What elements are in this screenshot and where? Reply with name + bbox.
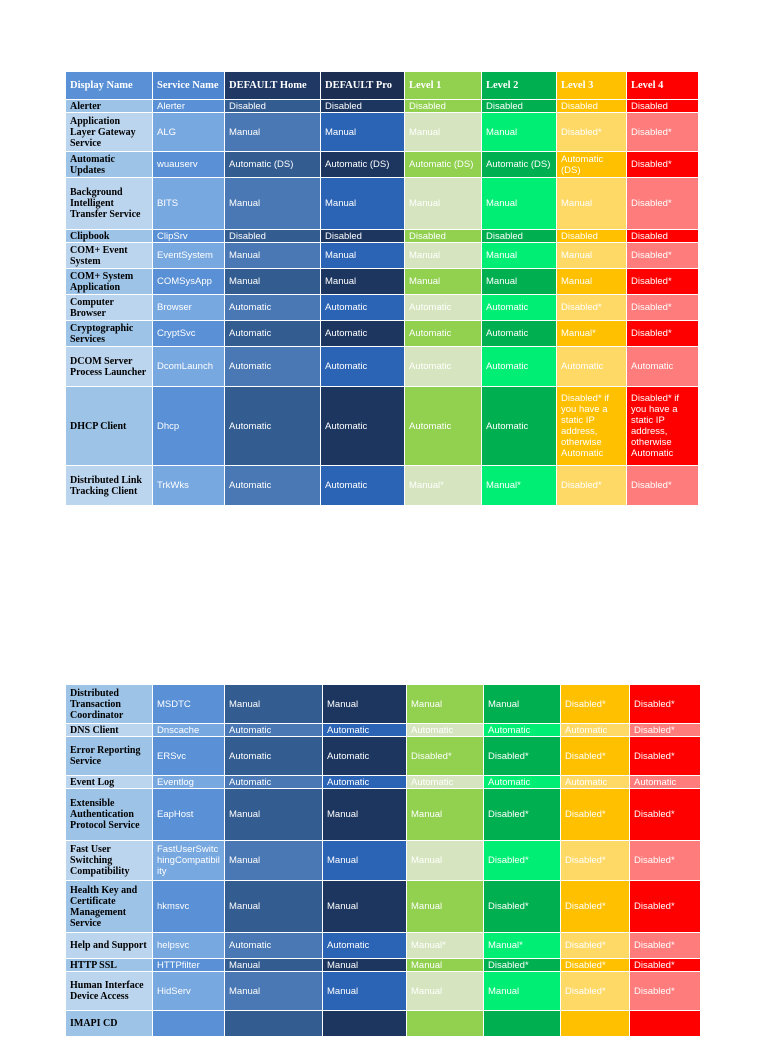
cell-display-name: DHCP Client	[66, 387, 153, 466]
cell-level-2: Manual	[482, 243, 557, 269]
cell-level-2: Manual	[482, 269, 557, 295]
cell-display-name: Computer Browser	[66, 295, 153, 321]
cell-level-3: Disabled*	[561, 685, 630, 724]
cell-level-3: Disabled*	[561, 789, 630, 841]
table-row	[66, 685, 701, 724]
cell-level-4: Disabled*	[627, 295, 699, 321]
cell-level-1: Disabled	[405, 100, 482, 113]
cell-display-name: DCOM Server Process Launcher	[66, 347, 153, 387]
cell-default-pro: Manual	[321, 178, 405, 230]
cell-level-4: Disabled*	[630, 737, 701, 776]
cell-level-3: Disabled	[557, 230, 627, 243]
cell-display-name: Automatic Updates	[66, 152, 153, 178]
cell-default-home: Automatic	[225, 724, 323, 737]
cell-default-home: Automatic	[225, 933, 323, 959]
cell-service-name: Dnscache	[153, 724, 225, 737]
cell-default-pro: Manual	[321, 113, 405, 152]
cell-default-pro: Automatic	[323, 737, 407, 776]
cell-display-name: Distributed Link Tracking Client	[66, 466, 153, 506]
cell-level-1: Automatic	[405, 347, 482, 387]
cell-default-pro: Automatic	[321, 466, 405, 506]
cell-default-pro: Manual	[323, 841, 407, 881]
table-row	[66, 152, 699, 178]
cell-service-name: helpsvc	[153, 933, 225, 959]
cell-service-name: HidServ	[153, 972, 225, 1011]
cell-level-3: Manual	[557, 243, 627, 269]
cell-service-name: TrkWks	[153, 466, 225, 506]
table-row	[66, 789, 701, 841]
cell-level-4: Disabled*	[630, 933, 701, 959]
cell-level-1: Manual	[407, 972, 484, 1011]
cell-service-name: Browser	[153, 295, 225, 321]
cell-default-home: Manual	[225, 959, 323, 972]
cell-default-pro: Automatic	[321, 295, 405, 321]
cell-display-name: IMAPI CD	[66, 1011, 153, 1037]
cell-level-1: Automatic	[407, 724, 484, 737]
cell-level-2: Automatic	[482, 387, 557, 466]
cell-default-home: Manual	[225, 178, 321, 230]
cell-service-name: HTTPfilter	[153, 959, 225, 972]
header-level-1: Level 1	[405, 72, 482, 100]
cell-level-2: Disabled*	[484, 789, 561, 841]
cell-level-4: Disabled*	[630, 685, 701, 724]
header-level-2: Level 2	[482, 72, 557, 100]
cell-display-name: Distributed Transaction Coordinator	[66, 685, 153, 724]
cell-display-name: Clipbook	[66, 230, 153, 243]
cell-level-2: Automatic (DS)	[482, 152, 557, 178]
cell-level-3: Disabled*	[561, 737, 630, 776]
services-table-1	[65, 71, 699, 506]
cell-level-1: Automatic	[405, 295, 482, 321]
cell-default-pro: Automatic	[321, 387, 405, 466]
cell-level-1: Manual*	[405, 466, 482, 506]
cell-level-3: Manual	[557, 269, 627, 295]
cell-level-1: Disabled*	[407, 737, 484, 776]
cell-level-1: Manual	[405, 269, 482, 295]
cell-default-home: Manual	[225, 881, 323, 933]
cell-level-3: Disabled*	[561, 959, 630, 972]
table-row	[66, 737, 701, 776]
cell-level-1: Manual	[407, 685, 484, 724]
cell-default-pro: Automatic (DS)	[321, 152, 405, 178]
cell-default-home: Automatic (DS)	[225, 152, 321, 178]
cell-level-3: Disabled*	[557, 295, 627, 321]
cell-level-2: Automatic	[484, 724, 561, 737]
cell-level-2: Disabled*	[484, 881, 561, 933]
cell-default-pro: Manual	[323, 972, 407, 1011]
cell-level-2: Disabled	[482, 230, 557, 243]
cell-level-2: Disabled*	[484, 841, 561, 881]
cell-service-name: BITS	[153, 178, 225, 230]
cell-level-3: Manual	[557, 178, 627, 230]
cell-level-1: Manual	[405, 243, 482, 269]
cell-level-4: Disabled	[627, 100, 699, 113]
cell-level-1: Automatic	[405, 387, 482, 466]
cell-default-pro: Manual	[323, 959, 407, 972]
cell-service-name: Dhcp	[153, 387, 225, 466]
cell-level-4: Disabled*	[630, 972, 701, 1011]
cell-level-4: Disabled*	[630, 724, 701, 737]
table-row	[66, 230, 699, 243]
cell-level-1: Manual*	[407, 933, 484, 959]
cell-default-pro: Automatic	[323, 933, 407, 959]
cell-default-home: Manual	[225, 789, 323, 841]
table-row	[66, 881, 701, 933]
cell-default-home: Automatic	[225, 737, 323, 776]
cell-level-4: Disabled*	[627, 113, 699, 152]
cell-default-pro: Automatic	[323, 724, 407, 737]
cell-default-pro: Manual	[321, 243, 405, 269]
cell-service-name: ClipSrv	[153, 230, 225, 243]
cell-default-pro: Manual	[323, 789, 407, 841]
table-row	[66, 243, 699, 269]
table-row	[66, 933, 701, 959]
header-default-home: DEFAULT Home	[225, 72, 321, 100]
cell-level-4: Disabled*	[630, 841, 701, 881]
table-row	[66, 972, 701, 1011]
cell-level-4: Disabled*	[630, 959, 701, 972]
cell-level-1: Automatic	[407, 776, 484, 789]
cell-level-2: Disabled	[482, 100, 557, 113]
cell-default-home: Manual	[225, 841, 323, 881]
cell-level-3: Manual*	[557, 321, 627, 347]
cell-display-name: DNS Client	[66, 724, 153, 737]
cell-level-3: Disabled	[557, 100, 627, 113]
cell-level-1: Manual	[405, 178, 482, 230]
table-row	[66, 466, 699, 506]
cell-default-home: Automatic	[225, 466, 321, 506]
cell-level-4: Disabled	[627, 230, 699, 243]
cell-level-2: Automatic	[482, 347, 557, 387]
table-row	[66, 776, 701, 789]
header-display-name: Display Name	[66, 72, 153, 100]
cell-default-pro: Disabled	[321, 100, 405, 113]
cell-level-4: Automatic	[627, 347, 699, 387]
header-level-3: Level 3	[557, 72, 627, 100]
cell-default-home: Manual	[225, 243, 321, 269]
cell-display-name: Alerter	[66, 100, 153, 113]
cell-display-name: COM+ System Application	[66, 269, 153, 295]
cell-display-name: Health Key and Certificate Management Service	[66, 881, 153, 933]
cell-display-name: HTTP SSL	[66, 959, 153, 972]
cell-level-2: Manual	[484, 685, 561, 724]
table-row	[66, 724, 701, 737]
cell-level-2: Automatic	[484, 776, 561, 789]
table-row	[66, 269, 699, 295]
cell-service-name: ERSvc	[153, 737, 225, 776]
cell-service-name: DcomLaunch	[153, 347, 225, 387]
cell-level-2: Automatic	[482, 295, 557, 321]
cell-service-name: MSDTC	[153, 685, 225, 724]
cell-level-4: Disabled*	[630, 881, 701, 933]
cell-level-2: Automatic	[482, 321, 557, 347]
table-row	[66, 178, 699, 230]
cell-level-3: Automatic	[561, 724, 630, 737]
cell-default-pro: Automatic	[321, 321, 405, 347]
cell-level-4: Disabled*	[630, 789, 701, 841]
table-row	[66, 347, 699, 387]
cell-service-name: COMSysApp	[153, 269, 225, 295]
cell-level-3: Disabled*	[561, 933, 630, 959]
cell-default-home: Manual	[225, 972, 323, 1011]
cell-service-name: CryptSvc	[153, 321, 225, 347]
cell-level-1: Disabled	[405, 230, 482, 243]
cell-display-name: Human Interface Device Access	[66, 972, 153, 1011]
cell-level-4: Disabled*	[627, 466, 699, 506]
cell-level-1: Manual	[407, 789, 484, 841]
cell-level-4: Disabled*	[627, 243, 699, 269]
cell-level-4: Disabled*	[627, 152, 699, 178]
cell-level-4: Disabled*	[627, 321, 699, 347]
cell-default-pro: Manual	[321, 269, 405, 295]
cell-level-3: Disabled*	[561, 841, 630, 881]
header-row	[66, 72, 699, 100]
table-row	[66, 841, 701, 881]
cell-level-1: Manual	[405, 113, 482, 152]
cell-level-1: Automatic	[405, 321, 482, 347]
cell-service-name: ALG	[153, 113, 225, 152]
table-row	[66, 959, 701, 972]
cell-level-4: Disabled* if you have a static IP address, otherwise Automatic	[627, 387, 699, 466]
services-table-2	[65, 684, 701, 1037]
cell-level-4: Disabled*	[627, 269, 699, 295]
cell-service-name: Eventlog	[153, 776, 225, 789]
cell-default-home: Automatic	[225, 295, 321, 321]
cell-level-1: Automatic (DS)	[405, 152, 482, 178]
cell-level-4: Disabled*	[627, 178, 699, 230]
cell-default-home: Automatic	[225, 387, 321, 466]
header-level-4: Level 4	[627, 72, 699, 100]
cell-level-3: Disabled*	[561, 881, 630, 933]
cell-display-name: Help and Support	[66, 933, 153, 959]
cell-level-3: Automatic	[561, 776, 630, 789]
cell-service-name: wuauserv	[153, 152, 225, 178]
cell-level-1: Manual	[407, 841, 484, 881]
cell-level-2: Disabled*	[484, 737, 561, 776]
cell-display-name: Application Layer Gateway Service	[66, 113, 153, 152]
cell-level-3: Disabled*	[561, 972, 630, 1011]
cell-level-2: Disabled*	[484, 959, 561, 972]
cell-default-home: Automatic	[225, 321, 321, 347]
table-row	[66, 100, 699, 113]
cell-default-pro: Automatic	[321, 347, 405, 387]
cell-level-2: Manual	[484, 972, 561, 1011]
cell-default-home: Disabled	[225, 100, 321, 113]
cell-display-name: Background Intelligent Transfer Service	[66, 178, 153, 230]
table-row	[66, 113, 699, 152]
cell-default-pro: Manual	[323, 685, 407, 724]
cell-default-home: Manual	[225, 685, 323, 724]
cell-default-home: Automatic	[225, 347, 321, 387]
table-row	[66, 295, 699, 321]
cell-level-1: Manual	[407, 959, 484, 972]
cell-default-pro: Disabled	[321, 230, 405, 243]
cell-level-1: Manual	[407, 881, 484, 933]
cell-default-home: Manual	[225, 269, 321, 295]
cell-display-name: COM+ Event System	[66, 243, 153, 269]
cell-default-pro: Automatic	[323, 776, 407, 789]
table-row	[66, 387, 699, 466]
cell-level-2: Manual	[482, 113, 557, 152]
cell-level-2: Manual*	[484, 933, 561, 959]
table-row	[66, 321, 699, 347]
cell-default-pro: Manual	[323, 881, 407, 933]
cell-default-home: Automatic	[225, 776, 323, 789]
cell-level-3: Disabled*	[557, 113, 627, 152]
cell-display-name: Error Reporting Service	[66, 737, 153, 776]
cell-level-3: Disabled*	[557, 466, 627, 506]
cell-default-home: Disabled	[225, 230, 321, 243]
cell-service-name: hkmsvc	[153, 881, 225, 933]
cell-display-name: Event Log	[66, 776, 153, 789]
header-default-pro: DEFAULT Pro	[321, 72, 405, 100]
cell-level-2: Manual*	[482, 466, 557, 506]
cell-service-name: EapHost	[153, 789, 225, 841]
cell-level-3: Disabled* if you have a static IP address, otherwise Automatic	[557, 387, 627, 466]
cell-display-name: Fast User Switching Compatibility	[66, 841, 153, 881]
cell-service-name: EventSystem	[153, 243, 225, 269]
cell-level-3: Automatic	[557, 347, 627, 387]
cell-level-3: Automatic (DS)	[557, 152, 627, 178]
cell-display-name: Cryptographic Services	[66, 321, 153, 347]
cell-default-home: Manual	[225, 113, 321, 152]
header-service-name: Service Name	[153, 72, 225, 100]
cell-service-name: Alerter	[153, 100, 225, 113]
cell-level-2: Manual	[482, 178, 557, 230]
cell-level-4: Automatic	[630, 776, 701, 789]
cell-service-name: FastUserSwitchingCompatibility	[153, 841, 225, 881]
cell-display-name: Extensible Authentication Protocol Service	[66, 789, 153, 841]
